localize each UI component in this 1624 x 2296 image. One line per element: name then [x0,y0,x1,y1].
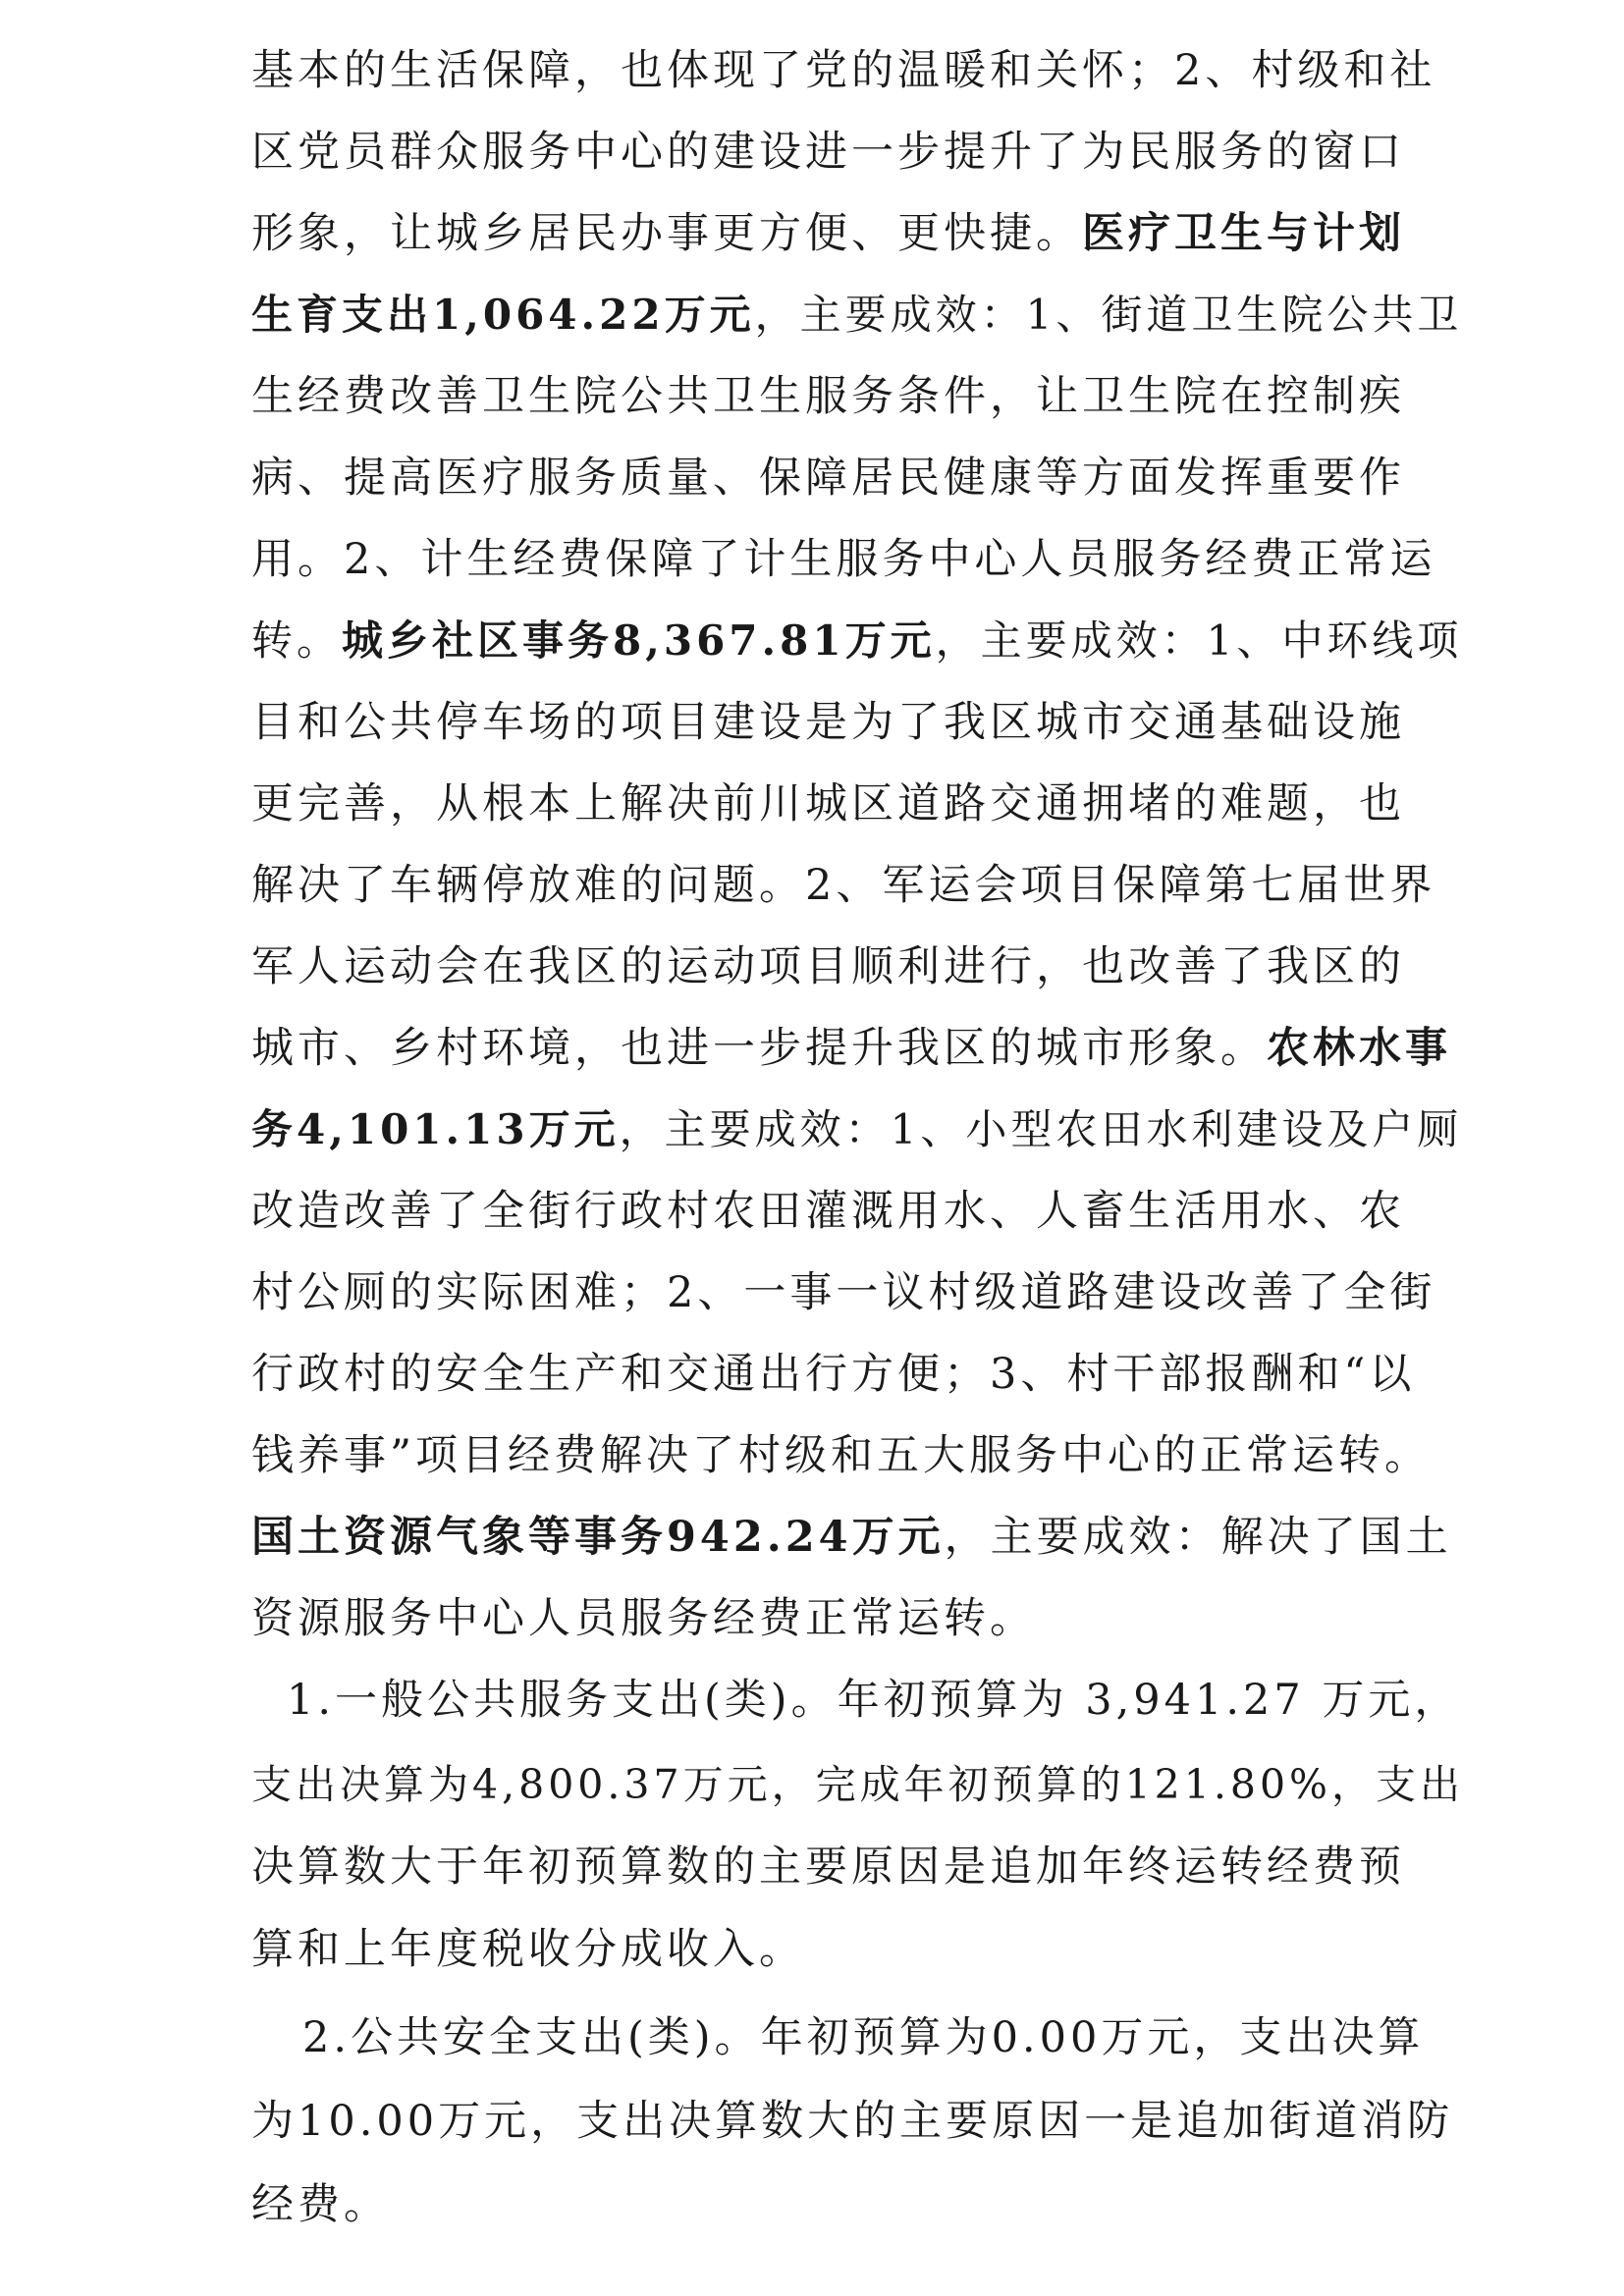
text-line-10 [251,774,1405,833]
text-run: 决算数大于年初预算数的主要原因是追加年终运转经费预 [251,1842,1405,1892]
text-line-16 [251,1263,1436,1322]
text-line-27 [251,2175,1390,2234]
text-run: ，主要成效：解决了国土 [944,1513,1452,1562]
text-line-12 [251,937,1405,996]
text-run: 资源服务中心人员服务经费正常运转。 [251,1594,1036,1643]
text-line-19 [251,1508,1452,1567]
text-line-1 [251,41,1436,100]
text-run: 生经费改善卫生院公共卫生服务条件，让卫生院在控制疾 [251,372,1405,421]
text-run: 用。2、计生经费保障了计生服务中心人员服务经费正常运 [251,535,1436,584]
text-run: 钱养事”项目经费解决了村级和五大服务中心的正常运转。 [251,1431,1431,1480]
text-run: 转。 [251,616,343,665]
text-run: 解决了车辆停放难的问题。2、军运会项目保障第七届世界 [251,861,1436,910]
text-line-11 [251,856,1436,915]
bold-heading-community: 城乡社区事务8,367.81万元 [342,616,936,665]
text-run: ，主要成效：1、街道卫生院公共卫 [754,291,1463,339]
text-line-23 [251,1838,1405,1896]
text-line-13 [251,1019,1451,1078]
text-run: 1.一般公共服务支出(类)。年初预算为 3,941.27 万元， [287,1676,1461,1725]
text-line-4 [251,286,1463,345]
text-run: 军人运动会在我区的运动项目顺利进行，也改善了我区的 [251,942,1405,991]
text-run: 形象，让城乡居民办事更方便、更快捷。 [251,209,1082,258]
text-line-26 [251,2092,1454,2151]
text-line-2 [251,123,1405,182]
text-run: 目和公共停车场的项目建设是为了我区城市交通基础设施 [251,698,1405,747]
text-run: ，主要成效：1、小型农田水利建设及户厕 [619,1105,1463,1153]
text-run: 支出决算为4,800.37万元，完成年初预算的121.80%，支出 [251,1761,1464,1808]
text-line-18 [251,1426,1431,1485]
text-run: 行政村的安全生产和交通出行方便；3、村干部报酬和“以 [251,1350,1416,1399]
text-line-14 [251,1100,1463,1159]
text-line-7 [251,530,1436,589]
text-line-6 [251,449,1405,507]
text-run: 区党员群众服务中心的建设进一步提升了为民服务的窗口 [251,128,1405,177]
text-run: 2.公共安全支出(类)。年初预算为0.00万元，支出决算 [302,2013,1425,2062]
text-line-22 [251,1755,1464,1814]
text-line-25 [302,2008,1441,2067]
text-run: ，主要成效：1、中环线项 [935,616,1463,665]
text-run: 更完善，从根本上解决前川城区道路交通拥堵的难题，也 [251,779,1405,828]
text-line-17 [251,1345,1416,1404]
bold-heading-agriculture: 农林水事 [1267,1024,1451,1073]
bold-heading-land-resources: 国土资源气象等事务942.24万元 [251,1513,945,1562]
text-line-20 [251,1589,1390,1648]
text-line-24 [251,1920,1390,1979]
text-line-15 [251,1182,1405,1241]
text-run: 经费。 [251,2180,390,2229]
text-run: 改造改善了全街行政村农田灌溉用水、人畜生活用水、农 [251,1187,1405,1236]
text-run: 基本的生活保障，也体现了党的温暖和关怀；2、村级和社 [251,46,1436,95]
text-line-21 [287,1671,1461,1730]
text-run: 村公厕的实际困难；2、一事一议村级道路建设改善了全街 [251,1268,1436,1317]
text-line-8 [251,612,1463,670]
text-run: 病、提高医疗服务质量、保障居民健康等方面发挥重要作 [251,454,1405,503]
bold-heading-agriculture-amount: 务4,101.13万元 [251,1105,620,1153]
text-run: 城市、乡村环境，也进一步提升我区的城市形象。 [251,1024,1267,1073]
text-run: 为10.00万元，支出决算数大的主要原因一是追加街道消防 [251,2097,1454,2146]
text-line-3 [251,204,1405,263]
text-run: 算和上年度税收分成收入。 [251,1925,805,1974]
text-line-5 [251,367,1405,426]
bold-heading-medical: 医疗卫生与计划 [1082,209,1405,258]
bold-heading-medical-amount: 生育支出1,064.22万元 [251,291,755,339]
text-line-9 [251,693,1405,752]
